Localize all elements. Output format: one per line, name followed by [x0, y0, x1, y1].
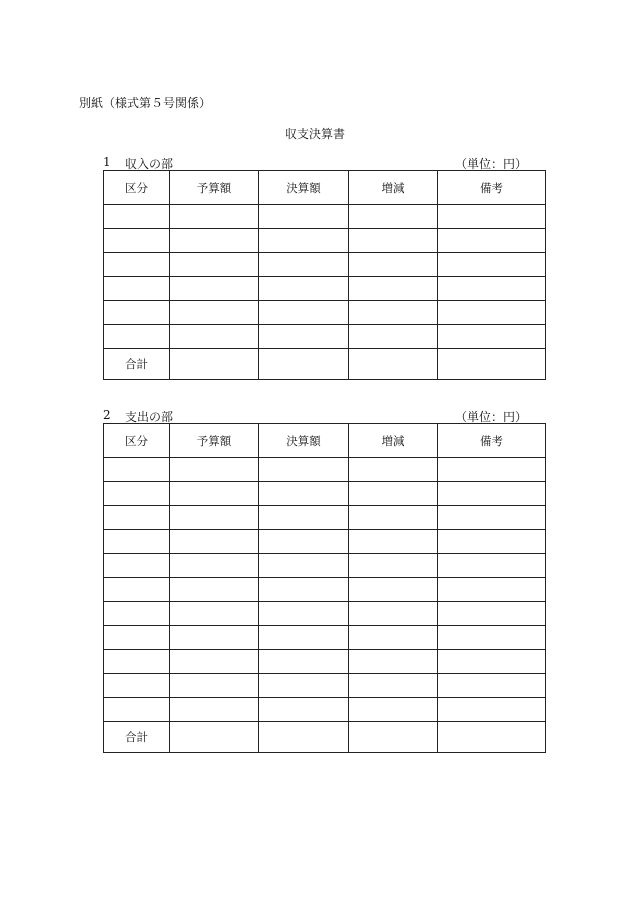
table-cell [438, 205, 546, 229]
table-row [104, 458, 546, 482]
total-cell [438, 349, 546, 380]
table-cell [259, 301, 349, 325]
table-cell [104, 301, 170, 325]
total-label: 合計 [104, 722, 170, 753]
table-cell [170, 482, 259, 506]
table-cell [104, 602, 170, 626]
table-row [104, 674, 546, 698]
table-cell [349, 458, 438, 482]
column-header-remarks: 備考 [438, 171, 546, 205]
total-row [104, 722, 546, 753]
table-cell [259, 277, 349, 301]
column-header-actual: 決算額 [259, 424, 349, 458]
table-cell [259, 674, 349, 698]
table-cell [104, 674, 170, 698]
column-header-category: 区分 [104, 171, 170, 205]
table-cell [170, 325, 259, 349]
table-cell [170, 578, 259, 602]
total-cell [349, 722, 438, 753]
column-header-budget: 予算額 [170, 171, 259, 205]
table-cell [104, 554, 170, 578]
table-cell [259, 650, 349, 674]
table-cell [104, 482, 170, 506]
table-cell [104, 506, 170, 530]
expense-table [103, 423, 546, 753]
table-cell [259, 530, 349, 554]
total-cell [259, 349, 349, 380]
table-cell [438, 554, 546, 578]
table-row [104, 506, 546, 530]
income-header-row [104, 171, 546, 205]
table-cell [259, 554, 349, 578]
table-cell [259, 698, 349, 722]
total-label: 合計 [104, 349, 170, 380]
table-cell [259, 506, 349, 530]
table-cell [170, 626, 259, 650]
table-cell [438, 253, 546, 277]
table-cell [438, 578, 546, 602]
table-cell [170, 205, 259, 229]
column-header-remarks: 備考 [438, 424, 546, 458]
table-cell [170, 698, 259, 722]
column-header-difference: 増減 [349, 171, 438, 205]
table-row [104, 253, 546, 277]
table-cell [259, 578, 349, 602]
total-cell [170, 722, 259, 753]
income-section-header [103, 155, 527, 171]
table-cell [438, 530, 546, 554]
table-row [104, 602, 546, 626]
income-unit-note: （単位：円） [454, 157, 527, 171]
table-cell [170, 506, 259, 530]
table-cell [104, 277, 170, 301]
table-cell [104, 626, 170, 650]
table-cell [170, 277, 259, 301]
table-row [104, 578, 546, 602]
table-cell [259, 325, 349, 349]
table-cell [170, 650, 259, 674]
table-cell [349, 229, 438, 253]
table-cell [170, 458, 259, 482]
total-cell [170, 349, 259, 380]
income-section-name: 収入の部 [125, 157, 174, 171]
table-cell [104, 325, 170, 349]
table-row [104, 482, 546, 506]
document-title: 収支決算書 [284, 127, 345, 141]
table-cell [259, 482, 349, 506]
table-cell [259, 229, 349, 253]
total-row [104, 349, 546, 380]
table-row [104, 650, 546, 674]
table-cell [259, 205, 349, 229]
table-cell [104, 458, 170, 482]
table-cell [349, 506, 438, 530]
table-row [104, 301, 546, 325]
table-cell [259, 253, 349, 277]
table-cell [170, 530, 259, 554]
table-cell [438, 229, 546, 253]
table-cell [170, 674, 259, 698]
total-cell [349, 349, 438, 380]
table-cell [104, 650, 170, 674]
table-cell [259, 602, 349, 626]
table-cell [170, 554, 259, 578]
table-cell [349, 301, 438, 325]
table-cell [349, 698, 438, 722]
table-cell [104, 229, 170, 253]
total-cell [438, 722, 546, 753]
table-cell [438, 277, 546, 301]
column-header-budget: 予算額 [170, 424, 259, 458]
table-cell [438, 482, 546, 506]
table-cell [349, 578, 438, 602]
table-row [104, 229, 546, 253]
table-cell [170, 229, 259, 253]
expense-header-row [104, 424, 546, 458]
table-cell [170, 253, 259, 277]
table-cell [438, 698, 546, 722]
table-cell [438, 602, 546, 626]
table-cell [438, 301, 546, 325]
income-section-number: 1 [103, 155, 111, 169]
table-row [104, 325, 546, 349]
column-header-difference: 増減 [349, 424, 438, 458]
table-cell [349, 602, 438, 626]
table-cell [349, 626, 438, 650]
income-table [103, 170, 546, 380]
table-row [104, 698, 546, 722]
column-header-category: 区分 [104, 424, 170, 458]
table-cell [438, 626, 546, 650]
expense-section-header [103, 408, 527, 424]
table-cell [104, 698, 170, 722]
table-cell [438, 674, 546, 698]
table-row [104, 277, 546, 301]
table-cell [438, 650, 546, 674]
table-row [104, 205, 546, 229]
table-cell [170, 301, 259, 325]
total-cell [259, 722, 349, 753]
table-cell [349, 205, 438, 229]
table-cell [438, 325, 546, 349]
expense-section-name: 支出の部 [125, 410, 174, 424]
column-header-actual: 決算額 [259, 171, 349, 205]
table-cell [259, 626, 349, 650]
table-cell [259, 458, 349, 482]
table-cell [349, 650, 438, 674]
table-cell [349, 530, 438, 554]
expense-section-number: 2 [103, 408, 111, 422]
table-row [104, 554, 546, 578]
table-row [104, 626, 546, 650]
table-cell [349, 482, 438, 506]
page-label: 別紙（様式第５号関係） [79, 96, 212, 110]
table-cell [349, 253, 438, 277]
table-cell [104, 205, 170, 229]
table-cell [438, 458, 546, 482]
table-cell [349, 554, 438, 578]
table-row [104, 530, 546, 554]
table-cell [349, 277, 438, 301]
table-cell [104, 578, 170, 602]
table-cell [438, 506, 546, 530]
table-cell [170, 602, 259, 626]
expense-unit-note: （単位：円） [454, 410, 527, 424]
table-cell [349, 674, 438, 698]
table-cell [104, 253, 170, 277]
table-cell [104, 530, 170, 554]
table-cell [349, 325, 438, 349]
